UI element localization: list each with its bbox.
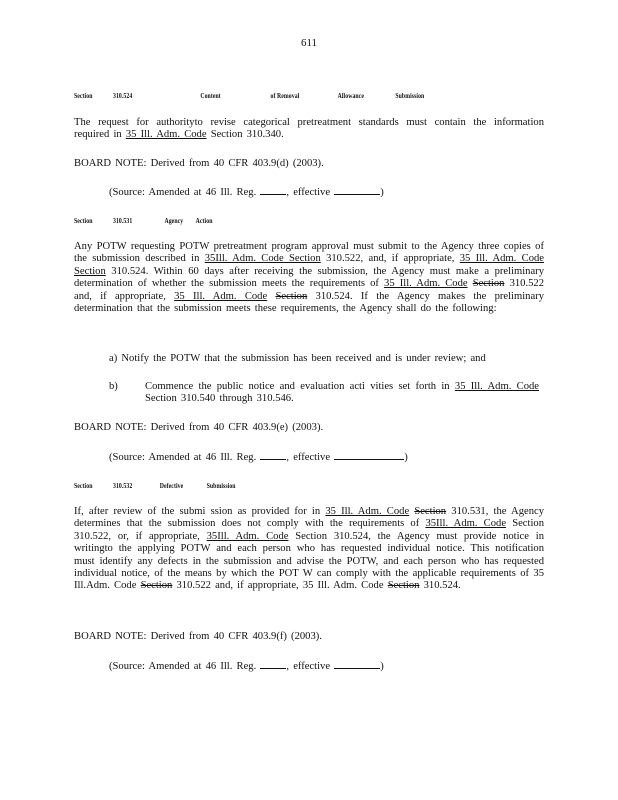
page-number: 611 xyxy=(300,37,318,49)
section-heading-310-532: Section 310.532 Defective Submission xyxy=(74,481,236,490)
blank-line xyxy=(260,450,286,460)
blank-line xyxy=(334,659,380,669)
blank-line xyxy=(334,450,404,460)
source-note-3: (Source: Amended at 46 Ill. Reg. , effective ) xyxy=(109,661,384,672)
board-note-2: BOARD NOTE: Derived from 40 CFR 403.9(e) (2003). xyxy=(74,422,324,433)
board-note-1: BOARD NOTE: Derived from 40 CFR 403.9(d) (2003). xyxy=(74,158,324,169)
source-note-1: (Source: Amended at 46 Ill. Reg. , effective ) xyxy=(109,187,384,198)
list-item-a: a) Notify the POTW that the submission has been received and is under review; and xyxy=(109,353,486,364)
section-310-532-body: If, after review of the submi ssion as provided for in 35 Ill. Adm. Code Section 310.531, the Agency determines that the submission does not comply with the requirements of 35Ill. Adm. Code Section 310.522, or, if appropriate, 35Ill. Adm. Code Section 310.524, the Agency must provide notice in writingto the applying POTW and each person who has requested individual notice. This notification must identify any defects in the submission and advise the POTW, and each person who has requested individual notice, of the means by which the POT W can comply with the applicable requirements of 35 Ill.Adm. Code Section 310.522 and, if appropriate, 35 Ill. Adm. Code Section 310.524. xyxy=(74,506,545,592)
board-note-3: BOARD NOTE: Derived from 40 CFR 403.9(f) (2003). xyxy=(74,631,322,642)
source-note-2: (Source: Amended at 46 Ill. Reg. , effective ) xyxy=(109,452,408,463)
section-heading-310-531: Section 310.531 Agency Action xyxy=(74,216,213,225)
blank-line xyxy=(260,185,286,195)
list-item-b: b) Commence the public notice and evaluation acti vities set forth in 35 Ill. Adm. Code Section 310.540 through 310.546. xyxy=(109,381,539,405)
section-heading-310-524: Section 310.524 Content of Removal Allowance Submission xyxy=(74,91,425,100)
section-310-524-body: The request for authorityto revise categorical pretreatment standards must contain the information required in 35 Ill. Adm. Code Section 310.340. xyxy=(74,117,544,141)
blank-line xyxy=(334,185,380,195)
section-310-531-body: Any POTW requesting POTW pretreatment program approval must submit to the Agency three copies of the submission described in 35Ill. Adm. Code Section 310.522, and, if appropriate, 35 Ill. Adm. Code Section 310.524. Within 60 days after receiving the submission, the Agency must make a preliminary determination of whether the submission meets the requirements of 35 Ill. Adm. Code Section 310.522 and, if appropriate, 35 Ill. Adm. Code Section 310.524. If the Agency makes the preliminary determination that the submission meets these requirements, the Agency shall do the following: xyxy=(74,241,544,315)
blank-line xyxy=(260,659,286,669)
